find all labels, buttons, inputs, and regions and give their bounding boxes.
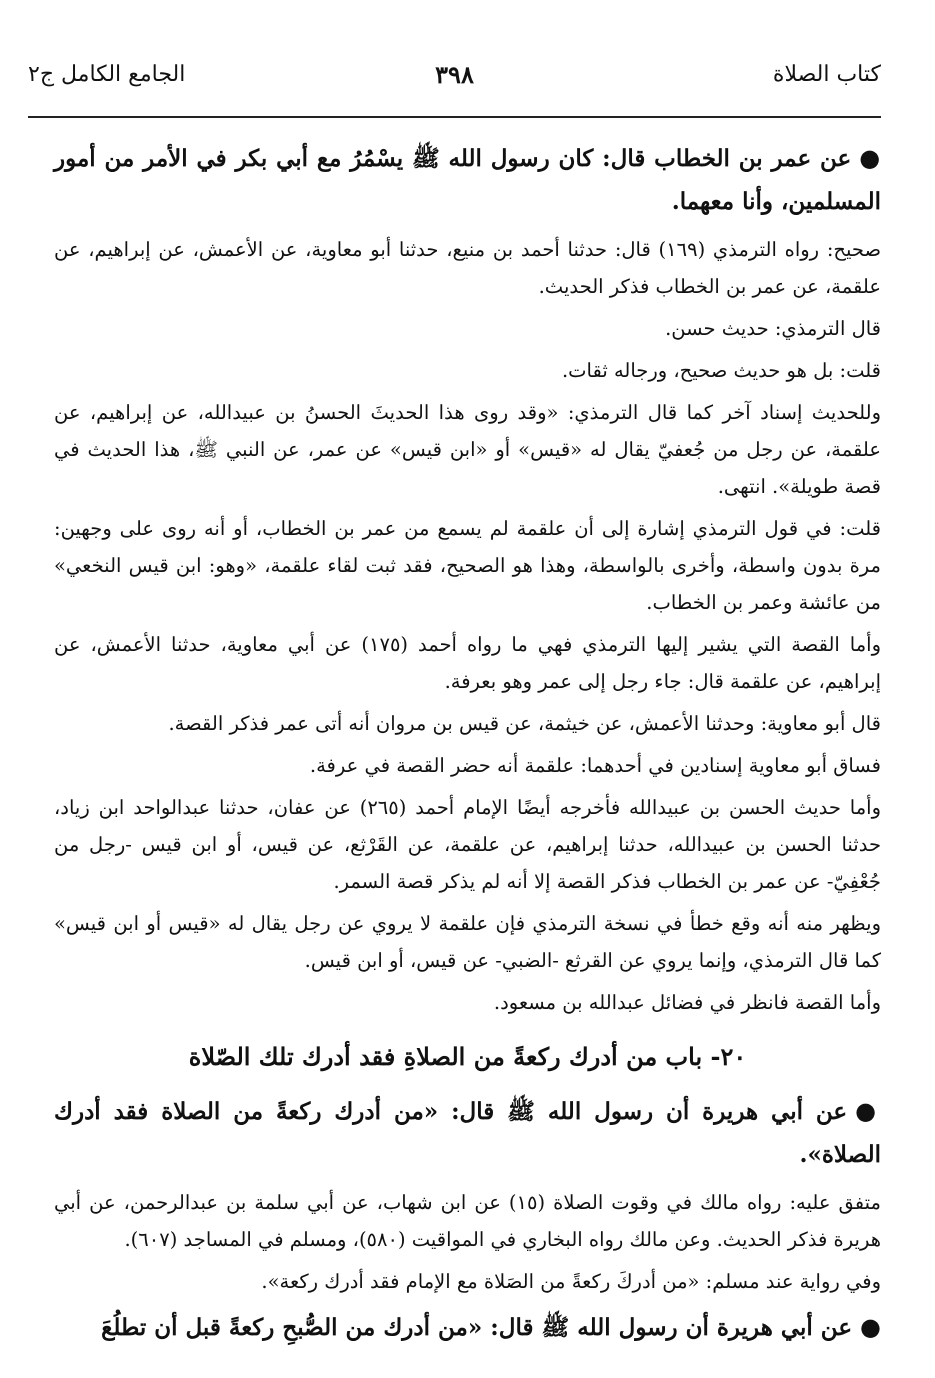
commentary-paragraph: صحيح: رواه الترمذي (١٦٩) قال: حدثنا أحمد بن منيع، حدثنا أبو معاوية، عن الأعمش، عن إبراهيم، عن علقمة، عن عمر بن الخطاب فذكر الحديث. — [54, 238, 882, 298]
commentary-paragraph: وأما حديث الحسن بن عبيدالله فأخرجه أيضًا الإمام أحمد (٢٦٥) عن عفان، حدثنا عبدالواحد ابن زياد، حدثنا الحسن بن عبيدالله، حدثنا إبراهيم، عن علقمة، عن القَرْثع، عن قيس، أو ابن قيس -رجل من جُعْفِيّ- عن عمر بن الخطاب فذكر القصة إلا أنه لم يذكر قصة السمر. — [54, 796, 881, 893]
commentary-paragraph: وأما القصة فانظر في فضائل عبدالله بن مسعود. — [493, 991, 881, 1014]
hadith-paragraph — [54, 1305, 881, 1349]
commentary-paragraph: ويظهر منه أنه وقع خطأ في نسخة الترمذي فإن علقمة لا يروي عن رجل يقال له «قيس أو ابن قيس» كما قال الترمذي، وإنما يروي عن القرثع -الضبي- عن قيس، أو ابن قيس. — [54, 912, 881, 972]
commentary-paragraph: قال أبو معاوية: وحدثنا الأعمش، عن خيثمة، عن قيس بن مروان أنه أتى عمر فذكر القصة. — [168, 712, 881, 735]
bullet-icon: ● — [859, 143, 881, 172]
hadith-text: عن أبي هريرة أن رسول الله ﷺ قال: «من أدرك ركعةً من الصلاة فقد أدرك الصلاة». — [54, 1098, 881, 1168]
commentary-paragraph: فساق أبو معاوية إسنادين في أحدهما: علقمة أنه حضر القصة في عرفة. — [309, 754, 881, 777]
header-divider — [28, 116, 881, 118]
commentary-paragraph: وفي رواية عند مسلم: «من أدركَ ركعةً من الصَلاة مع الإمام فقد أدرك ركعة». — [261, 1270, 881, 1293]
commentary-paragraph: قلت: في قول الترمذي إشارة إلى أن علقمة لم يسمع من عمر بن الخطاب، أو أنه روى على وجهين: مرة بدون واسطة، وأخرى بالواسطة، وهذا هو الصحيح، فقد ثبت لقاء علقمة، «وهو: ابن قيس النخعي» من عائشة وعمر بن الخطاب. — [54, 517, 881, 614]
commentary-paragraph: وللحديث إسناد آخر كما قال الترمذي: «وقد روى هذا الحديثَ الحسنُ بن عبيدالله، عن إبراهيم، عن علقمة، عن رجل من جُعفيّ يقال له «قيس» أو «ابن قيس» عن عمر، عن النبي ﷺ، هذا الحديث في قصة طويلة». انتهى. — [54, 401, 881, 498]
hadith-text: عن عمر بن الخطاب قال: كان رسول الله ﷺ يسْمُرُ مع أبي بكر في الأمر من أمور المسلمين، وأنا معهما. — [54, 145, 881, 215]
collection-title: الجامع الكامل ج٢ — [28, 62, 186, 87]
hadith-paragraph — [54, 1089, 881, 1176]
hadith-paragraph — [54, 136, 881, 223]
commentary-paragraph: قلت: بل هو حديث صحيح، ورجاله ثقات. — [561, 359, 881, 382]
chapter-title: ٢٠- باب من أدرك ركعةً من الصلاةِ فقد أدرك تلك الصّلاة — [188, 1042, 747, 1071]
commentary-paragraph: وأما القصة التي يشير إليها الترمذي فهي ما رواه أحمد (١٧٥) عن أبي معاوية، حدثنا الأعمش، عن إبراهيم، عن علقمة قال: جاء رجل إلى عمر وهو بعرفة. — [54, 633, 881, 693]
hadith-text: عن أبي هريرة أن رسول الله ﷺ قال: «من أدرك من الصُّبحِ ركعةً قبل أن تطلُعَ — [101, 1314, 853, 1341]
book-section-title: كتاب الصلاة — [772, 62, 881, 87]
bullet-icon: ● — [860, 1312, 881, 1341]
commentary-paragraph: متفق عليه: رواه مالك في وقوت الصلاة (١٥) عن ابن شهاب، عن أبي سلمة بن عبدالرحمن، عن أبي هريرة فذكر الحديث. وعن مالك رواه البخاري في المواقيت (٥٨٠)، ومسلم في المساجد (٦٠٧). — [54, 1191, 881, 1251]
bullet-icon: ● — [855, 1096, 881, 1125]
page-header — [28, 58, 881, 98]
page-content — [54, 136, 881, 1378]
commentary-paragraph: قال الترمذي: حديث حسن. — [665, 317, 881, 340]
page-number: ٣٩٨ — [435, 60, 474, 89]
